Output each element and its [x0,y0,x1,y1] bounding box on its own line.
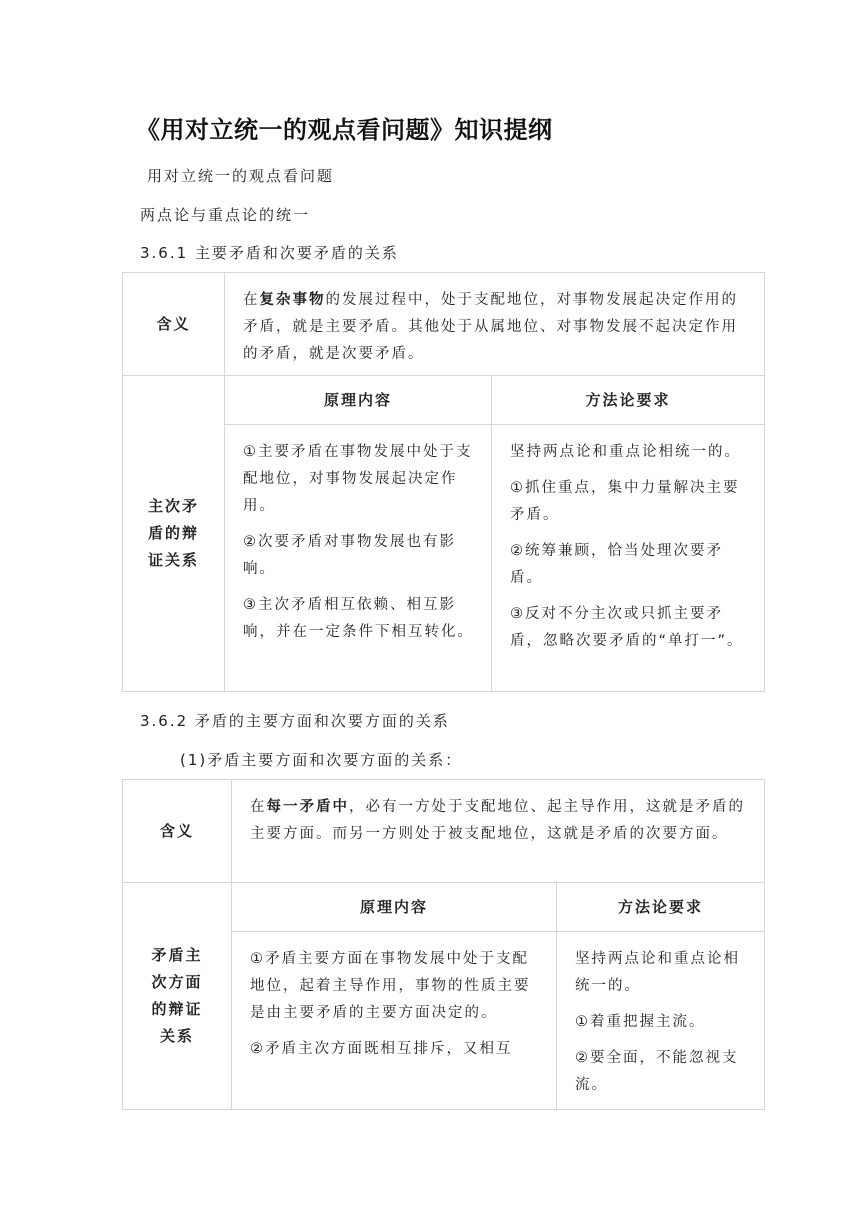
table-contradiction-aspects [122,779,765,1110]
method-header: 方法论要求 [492,376,765,425]
definition-emphasis: 复杂事物 [259,292,326,308]
principle-header: 原理内容 [232,883,557,932]
subsection-heading: (1)矛盾主要方面和次要方面的关系： [180,751,463,769]
method-item: ②要全面，不能忽视支流。 [575,1050,739,1093]
principle-content [225,425,492,692]
principle-item: ①矛盾主要方面在事物发展中处于支配地位，起着主导作用，事物的性质主要是由主要矛盾的主要方面决定的。 [250,951,531,1021]
relation-label: 矛盾主次方面的辩证关系 [123,883,232,1110]
method-item: 坚持两点论和重点论相统一的。 [510,444,741,460]
definition-text: 在复杂事物的发展过程中，处于支配地位，对事物发展起决定作用的矛盾，就是主要矛盾。其他处于从属地位、对事物发展不起决定作用的矛盾，就是次要矛盾。 [225,273,765,376]
relation-label: 主次矛盾的辩证关系 [123,376,225,692]
method-content [492,425,765,692]
table-principal-secondary-contradictions [122,272,765,692]
principle-content [232,932,557,1110]
principle-item: ①主要矛盾在事物发展中处于支配地位，对事物发展起决定作用。 [243,444,473,514]
principle-item: ②矛盾主次方面既相互排斥，又相互 [250,1041,513,1057]
method-item: ①抓住重点，集中力量解决主要矛盾。 [510,480,740,523]
document-title: 《用对立统一的观点看问题》知识提纲 [136,116,553,144]
principle-item: ③主次矛盾相互依赖、相互影响，并在一定条件下相互转化。 [243,597,474,640]
section-heading-3-6-2: 3.6.2 矛盾的主要方面和次要方面的关系 [140,712,450,730]
method-item: ②统筹兼顾，恰当处理次要矛盾。 [510,543,723,586]
method-content [557,932,765,1110]
principle-item: ②次要矛盾对事物发展也有影响。 [243,534,456,577]
definition-label: 含义 [123,780,232,883]
principle-header: 原理内容 [225,376,492,425]
definition-emphasis: 每一矛盾中 [266,799,349,815]
definition-text: 在每一矛盾中，必有一方处于支配地位、起主导作用，这就是矛盾的主要方面。而另一方则处于被支配地位，这就是矛盾的次要方面。 [232,780,765,883]
heading-unit: 用对立统一的观点看问题 [147,167,335,185]
heading-topic: 两点论与重点论的统一 [140,206,311,224]
section-heading-3-6-1: 3.6.1 主要矛盾和次要矛盾的关系 [140,244,399,262]
method-item: ③反对不分主次或只抓主要矛盾，忽略次要矛盾的“单打一”。 [510,606,744,649]
definition-label: 含义 [123,273,225,376]
method-item: 坚持两点论和重点论相统一的。 [575,951,740,994]
method-item: ①着重把握主流。 [575,1014,706,1030]
method-header: 方法论要求 [557,883,765,932]
